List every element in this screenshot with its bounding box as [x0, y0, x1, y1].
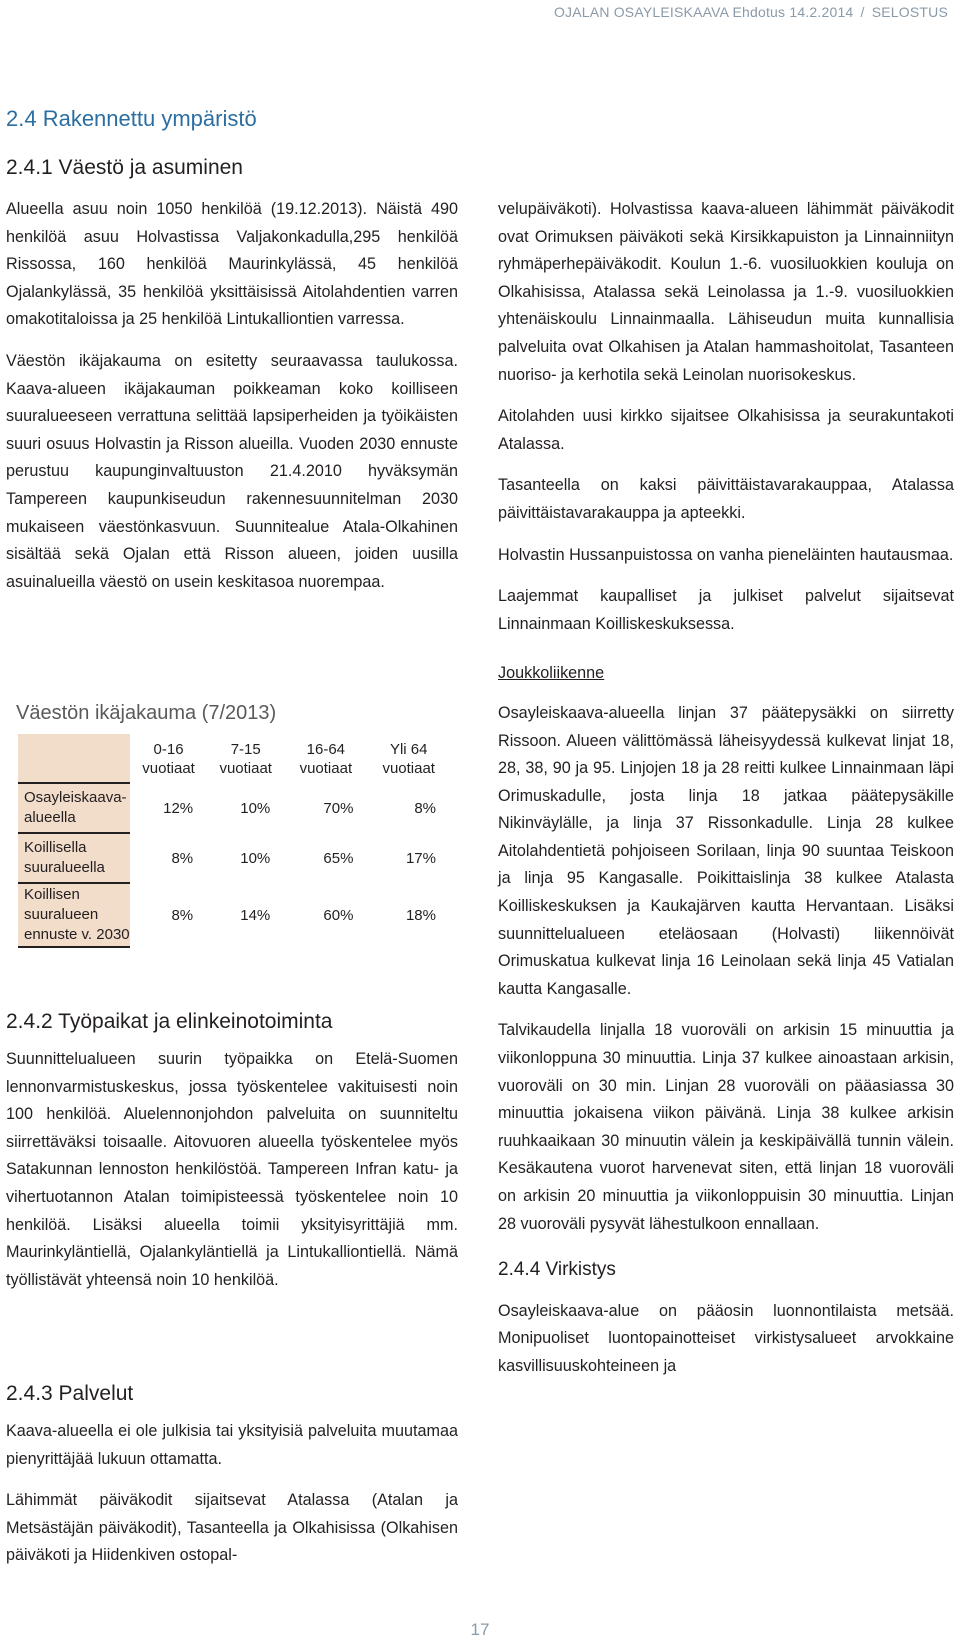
subsection-heading-services: 2.4.3 Palvelut — [6, 1382, 134, 1405]
running-header — [554, 4, 948, 20]
right-column — [498, 196, 954, 1395]
table-cell: 70% — [323, 799, 354, 817]
paragraph: Osayleiskaava-alue on pääosin luonnontilaista metsää. Monipuoliset luontopainotteiset virkistysalueet arvokkaine kasvillisuuskohteineen ja — [498, 1301, 954, 1375]
paragraph: Alueella asuu noin 1050 henkilöä (19.12.2013). Näistä 490 henkilöä asuu Holvastissa Valjakonkadulla,295 henkilöä Rissossa, 160 henkilöä Maurinkylässä, 45 henkilöä Ojalankylässä, 35 henkilöä yksittäisissä Aitolahdentien varren omakotitaloissa ja 25 henkilöä Lintukalliontien varressa. — [6, 200, 458, 329]
paragraph: Aitolahden uusi kirkko sijaitsee Olkahisissa ja seurakuntakoti Atalassa. — [498, 407, 954, 453]
subsection-heading-recreation: 2.4.4 Virkistys — [498, 1259, 616, 1281]
table-cell: 18% — [405, 906, 436, 924]
table-row — [18, 783, 450, 833]
table-row — [18, 883, 450, 947]
table-cell: 10% — [240, 849, 271, 867]
left-column-services — [6, 1418, 458, 1584]
row-label: Koillisella suuralueella — [18, 833, 130, 883]
paragraph: Kaava-alueella ei ole julkisia tai yksityisiä palveluita muutamaa pienyrittäjää lukuun ottamatta. — [6, 1422, 458, 1468]
table-cell: 8% — [414, 799, 436, 817]
section-heading: 2.4 Rakennettu ympäristö — [6, 106, 257, 131]
table-cell: 14% — [240, 906, 271, 924]
paragraph: Osayleiskaava-alueella linjan 37 päätepysäkki on siirretty Rissoon. Alueen välittömässä läheisyydessä kulkevat linjat 18, 28, 38, 90 ja 95. Linjojen 18 ja 28 reitti kulkee Linnainmaan läpi Orimuskadulle, josta linja 18 jatkaa päätepysäkille Nikinväylälle, ja linja 37 Rissonkadulle. Linja 28 kulkee Aitolahdentietä pohjoiseen Sorilaan, linja 90 suuntaa Teiskoon ja linja 95 Kangasalle. Poikittaislinja 38 kulkee Atalasta Koilliskeskuksen ja Kaukajärven kautta Hervantaan. Lisäksi suunnittelualueen eteläosaan (Holvasti) liikennöivät Orimuskatua kulkevat linja 16 Leinolaan sekä linja 45 Vatialan kautta Kangasalle. — [498, 703, 954, 998]
left-column-jobs — [6, 1046, 458, 1308]
age-distribution-table — [18, 734, 450, 948]
column-header: 7-15 vuotiaat — [219, 740, 272, 777]
paragraph: Lähimmät päiväkodit sijaitsevat Atalassa (Atalan ja Metsästäjän päiväkodit), Tasanteella ja Olkahisissa (Olkahisen päiväkoti ja Hiidenkiven ostopal- — [6, 1491, 458, 1565]
left-column-population — [6, 196, 458, 610]
transit-heading: Joukkoliikenne — [498, 664, 605, 683]
paragraph: Väestön ikäjakauma on esitetty seuraavassa taulukossa. Kaava-alueen ikäjakauman poikkeaman koko koilliseen suuralueeseen verrattuna selittää lapsiperheiden ja työikäisten suuri osuus Holvastin ja Risson alueilla. Vuoden 2030 ennuste perustuu kaupunginvaltuuston 21.4.2010 hyväksymän Tampereen kaupunkiseudun rakennesuunnitelman 2030 mukaiseen väestönkasvuun. Suunnitealue Atala-Olkahinen sisältää sekä Ojalan että Risson alueen, joiden uusilla asuinalueilla väestö on usein keskitasoa nuorempaa. — [6, 351, 458, 591]
header-separator: / — [860, 4, 865, 20]
table-cell: 8% — [171, 906, 194, 924]
age-table-title: Väestön ikäjakauma (7/2013) — [16, 702, 277, 724]
header-title: OJALAN OSAYLEISKAAVA — [553, 4, 729, 20]
table-cell: 65% — [323, 849, 354, 867]
table-cell: 17% — [405, 849, 436, 867]
table-cell: 10% — [240, 799, 271, 817]
header-draft: Ehdotus 14.2.2014 — [732, 4, 854, 20]
row-label: Koillisen suuralueen ennuste v. 2030 — [18, 883, 130, 947]
subsection-heading-jobs: 2.4.2 Työpaikat ja elinkeinotoiminta — [6, 1010, 333, 1033]
subsection-heading-population: 2.4.1 Väestö ja asuminen — [6, 156, 243, 179]
column-header: Yli 64 vuotiaat — [382, 740, 435, 777]
column-header: 16-64 vuotiaat — [299, 740, 353, 777]
paragraph: Tasanteella on kaksi päivittäistavarakauppaa, Atalassa päivittäistavarakauppa ja apteekki. — [498, 476, 954, 522]
paragraph: Laajemmat kaupalliset ja julkiset palvelut sijaitsevat Linnainmaan Koilliskeskuksessa. — [498, 587, 954, 633]
table-cell: 12% — [163, 799, 194, 817]
paragraph: velupäiväkoti). Holvastissa kaava-alueen lähimmät päiväkodit ovat Orimuksen päiväkoti sekä Kirsikkapuiston ja Linnainniityn ryhmäperhepäiväkodit. Koulun 1.-6. vuosiluokkien kouluja on Olkahisissa, Atalassa sekä Leinolassa ja 1.-9. vuosiluokkien yhtenäiskoulu Linnainmaalla. Lähiseudun muita kunnallisia palveluita ovat Olkahisen ja Atalan hammashoitolat, Tasanteen nuoriso- ja kerhotila sekä Leinolan nuorisokeskus. — [498, 200, 954, 384]
table-header-row — [18, 734, 450, 783]
column-header: 0-16 vuotiaat — [142, 740, 195, 777]
paragraph: Suunnittelualueen suurin työpaikka on Etelä-Suomen lennonvarmistuskeskus, jossa työskentelee vakituisesti noin 100 henkilöä. Aluelennonjohdon palveluita on suunniteltu siirrettäväksi toisaalle. Aitovuoren alueella työskentelee myös Satakunnan lennoston henkilöstöä. Tampereen Infran katu- ja vihertuotannon Atalan toimipisteessä työskentelee noin 10 henkilöä. Lisäksi alueella toimii yksityisyrittäjiä mm. Maurinkyläntiellä, Ojalankyläntiellä ja Lintukalliontiellä. Nämä työllistävät yhteensä noin 10 henkilöä. — [6, 1050, 458, 1289]
table-cell: 60% — [323, 906, 354, 924]
table-cell: 8% — [171, 849, 194, 867]
header-section: SELOSTUS — [871, 4, 948, 20]
paragraph: Holvastin Hussanpuistossa on vanha pieneläinten hautausmaa. — [498, 545, 954, 564]
paragraph: Talvikaudella linjalla 18 vuoroväli on arkisin 15 minuuttia ja viikonloppuna 30 minuuttia. Linja 37 kulkee ainoastaan arkisin, vuoroväli on 30 min. Linjan 28 vuoroväli on pääasiassa 30 minuuttia jokaisena viikon päivänä. Linja 38 kulkee arkisin ruuhkaaikaan 30 minuutin välein ja keskipäivällä tunnin välein. Kesäkautena vuorot harvenevat siten, että linjan 18 vuoroväli on arkisin 20 minuuttia ja viikonloppuisin 30 minuuttia. Linjan 28 vuoroväli pysyvät lähestulkoon ennallaan. — [498, 1021, 954, 1233]
table-row — [18, 833, 450, 883]
row-label: Osayleiskaava-alueella — [18, 783, 130, 833]
table-corner-cell — [18, 734, 130, 783]
page-number: 17 — [470, 1620, 490, 1639]
